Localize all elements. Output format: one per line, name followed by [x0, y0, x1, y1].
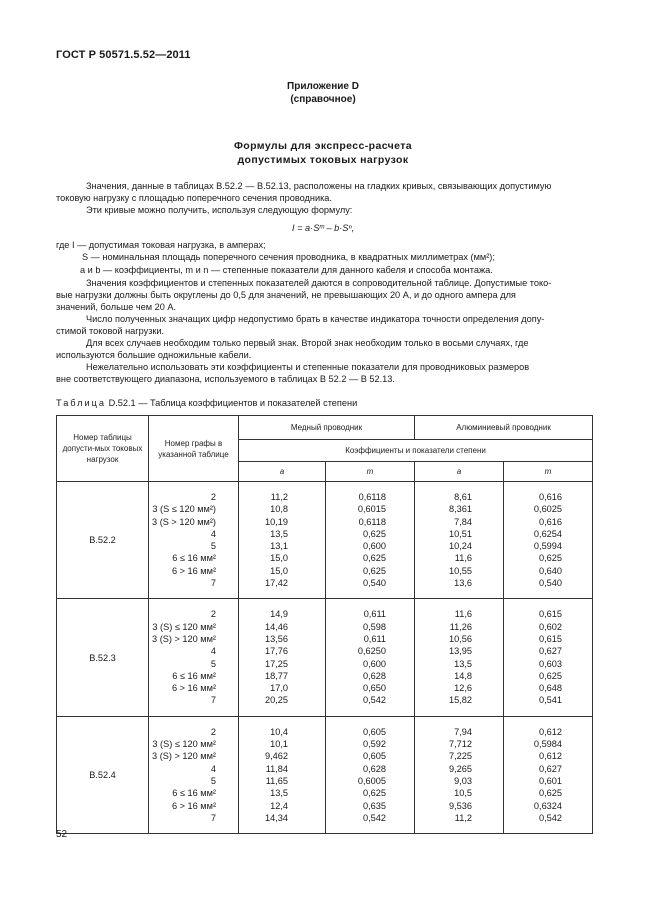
cell-value: 0,603 — [539, 658, 563, 669]
cell-value: 17,42 — [265, 578, 288, 589]
cell-value: 0,605 — [363, 751, 386, 762]
header-cu-a: a — [239, 462, 326, 482]
cell-value: 18,77 — [265, 670, 288, 681]
cell-value: 6 ≤ 16 мм² — [172, 670, 216, 681]
cell-value: 2 — [210, 726, 216, 737]
cell-value: 12,4 — [270, 800, 288, 811]
coefficients-table — [56, 415, 593, 834]
cell-value: 7,94 — [454, 726, 472, 737]
group-cu-m-cell — [326, 599, 415, 716]
cell-value: 13,5 — [270, 528, 288, 539]
ab-definition: a и b — коэффициенты, m и n — степенные показатели для данного кабеля и способа монтажа. — [80, 265, 493, 275]
cell-value: 10,1 — [270, 739, 288, 750]
cell-value: 17,25 — [265, 658, 288, 669]
cell-value: 15,82 — [449, 695, 472, 706]
cell-value: 0,605 — [363, 726, 386, 737]
cell-value: 8,361 — [449, 504, 472, 515]
cell-value: 0,627 — [539, 763, 563, 774]
standard-header: ГОСТ Р 50571.5.52—2011 — [56, 49, 191, 61]
group-al-m-cell — [504, 599, 593, 716]
cell-value: 14,9 — [270, 609, 288, 620]
paragraph-6-line-2: вне соответствующего диапазона, используемого в таблицах B 52.2 — B 52.13. — [56, 374, 395, 384]
paragraph-4-line-1: Число полученных значащих цифр недопустимо брать в качестве индикатора точности определения допу- — [86, 314, 545, 324]
group-table-name: B.52.4 — [57, 716, 149, 833]
paragraph-4-line-2: стимой токовой нагрузки. — [56, 326, 165, 336]
cell-value: 0,6324 — [533, 800, 563, 811]
table-caption-text: D.52.1 — Таблица коэффициентов и показателей степени — [106, 398, 358, 408]
cell-value: 0,628 — [363, 670, 386, 681]
cell-value: 0,541 — [539, 695, 563, 706]
cell-value: 6 > 16 мм² — [171, 565, 216, 576]
cell-value: 15,0 — [270, 565, 288, 576]
cell-value: 11,6 — [454, 609, 472, 620]
group-al-m-cell — [504, 716, 593, 833]
table-group-row — [57, 599, 593, 716]
cell-value: 3 (S > 120 мм²) — [152, 516, 216, 527]
cell-value: 11,26 — [449, 621, 472, 632]
cell-value: 20,25 — [265, 695, 288, 706]
cell-value: 5 — [210, 658, 216, 669]
cell-value: 3 (S) ≤ 120 мм² — [152, 621, 216, 632]
group-cu-a-cell — [239, 716, 326, 833]
paragraph-3-line-2: вые нагрузки должны быть округлены до 0,5 для значений, не превышающих 20 А, и до одного ампера для — [56, 290, 516, 300]
cell-value: 10,56 — [449, 633, 472, 644]
cell-value: 14,46 — [265, 621, 288, 632]
cell-value: 4 — [210, 528, 216, 539]
paragraph-1-line-1: Значения, данные в таблицах B.52.2 — B.52.13, расположены на гладких кривых, связывающих допустимую — [86, 181, 552, 191]
cell-value: 12,6 — [454, 683, 472, 694]
header-al-m: m — [504, 462, 593, 482]
paragraph-3-line-3: значений, больше чем 20 А. — [56, 302, 177, 312]
cell-value: 0,542 — [539, 812, 563, 823]
cell-value: 3 (S) ≤ 120 мм² — [152, 739, 216, 750]
cell-value: 0,542 — [363, 812, 386, 823]
group-columns-cell — [149, 716, 239, 833]
cell-value: 15,0 — [270, 553, 288, 564]
cell-value: 0,598 — [363, 621, 386, 632]
cell-value: 0,615 — [539, 609, 563, 620]
cell-value: 0,640 — [539, 565, 563, 576]
cell-value: 13,5 — [270, 788, 288, 799]
cell-value: 0,615 — [539, 633, 563, 644]
cell-value: 17,76 — [265, 646, 288, 657]
group-cu-a-cell — [239, 599, 326, 716]
cell-value: 13,5 — [454, 658, 472, 669]
cell-value: 3 (S ≤ 120 мм²) — [152, 504, 216, 515]
cell-value: 0,542 — [363, 695, 386, 706]
cell-value: 11,2 — [270, 492, 288, 502]
paragraph-6-line-1: Нежелательно использовать эти коэффициенты и степенные показатели для проводниковых размеров — [86, 362, 530, 372]
cell-value: 8,61 — [454, 492, 472, 502]
cell-value: 5 — [210, 775, 216, 786]
paragraph-3-line-1: Значения коэффициентов и степенных показателей даются в сопроводительной таблице. Допустимые токо- — [86, 278, 552, 288]
table-group-row — [57, 716, 593, 833]
cell-value: 17,0 — [270, 683, 288, 694]
group-al-a-cell — [415, 716, 504, 833]
cell-value: 0,540 — [539, 578, 563, 589]
cell-value: 0,6254 — [533, 528, 563, 539]
cell-value: 14,8 — [454, 670, 472, 681]
cell-value: 0,5984 — [533, 739, 563, 750]
cell-value: 6 ≤ 16 мм² — [172, 553, 216, 564]
cell-value: 0,6118 — [358, 492, 386, 502]
header-column-number: Номер графы в указанной таблице — [149, 416, 239, 482]
table-group-row — [57, 482, 593, 599]
cell-value: 13,56 — [265, 633, 288, 644]
cell-value: 0,5994 — [533, 541, 563, 552]
paragraph-1-line-2: токовую нагрузку с площадью поперечного сечения проводника. — [56, 193, 332, 203]
cell-value: 0,611 — [363, 609, 386, 620]
cell-value: 3 (S) > 120 мм² — [152, 633, 216, 644]
group-cu-m-cell — [326, 482, 415, 599]
cell-value: 9,03 — [454, 775, 472, 786]
cell-value: 5 — [210, 541, 216, 552]
cell-value: 6 ≤ 16 мм² — [172, 788, 216, 799]
cell-value: 0,6250 — [357, 646, 386, 657]
cell-value: 6 > 16 мм² — [171, 683, 216, 694]
cell-value: 10,24 — [449, 541, 472, 552]
cell-value: 3 (S) > 120 мм² — [152, 751, 216, 762]
s-definition: S — номинальная площадь поперечного сечения проводника, в квадратных миллиметрах (мм²); — [82, 252, 495, 262]
appendix-title: Приложение D — [287, 81, 359, 92]
header-copper: Медный проводник — [239, 416, 415, 440]
page-number: 52 — [56, 829, 68, 840]
cell-value: 4 — [210, 763, 216, 774]
cell-value: 9,265 — [449, 763, 472, 774]
cell-value: 13,6 — [454, 578, 472, 589]
cell-value: 0,602 — [539, 621, 563, 632]
cell-value: 0,612 — [539, 751, 563, 762]
cell-value: 13,95 — [449, 646, 472, 657]
cell-value: 0,635 — [363, 800, 386, 811]
where-line: где I — допустимая токовая нагрузка, в амперах; — [56, 240, 266, 250]
section-title-line2: допустимых токовых нагрузок — [237, 154, 409, 166]
formula: I = a·Sᵐ – b·Sⁿ, — [292, 223, 355, 233]
paragraph-2: Эти кривые можно получить, используя следующую формулу: — [86, 205, 353, 215]
cell-value: 0,6015 — [357, 504, 386, 515]
cell-value: 7,225 — [449, 751, 472, 762]
cell-value: 0,625 — [539, 788, 563, 799]
cell-value: 9,536 — [449, 800, 472, 811]
cell-value: 6 > 16 мм² — [171, 800, 216, 811]
cell-value: 13,1 — [270, 541, 288, 552]
cell-value: 2 — [210, 492, 216, 502]
cell-value: 0,650 — [363, 683, 386, 694]
cell-value: 11,84 — [265, 763, 288, 774]
appendix-subtitle: (справочное) — [290, 94, 356, 105]
cell-value: 0,625 — [363, 565, 386, 576]
cell-value: 0,612 — [539, 726, 563, 737]
cell-value: 0,627 — [539, 646, 563, 657]
paragraph-5-line-1: Для всех случаев необходим только первый знак. Второй знак необходим только в восьми случаях, где — [86, 338, 529, 348]
group-al-a-cell — [415, 482, 504, 599]
cell-value: 0,600 — [363, 541, 386, 552]
cell-value: 0,540 — [363, 578, 386, 589]
cell-value: 7 — [210, 578, 216, 589]
cell-value: 11,6 — [454, 553, 472, 564]
header-al-a: a — [415, 462, 504, 482]
table-caption-prefix: Таблица — [56, 398, 107, 408]
cell-value: 0,616 — [539, 492, 563, 502]
cell-value: 0,625 — [363, 553, 386, 564]
cell-value: 0,625 — [363, 788, 386, 799]
table-caption — [56, 397, 357, 409]
group-al-a-cell — [415, 599, 504, 716]
cell-value: 10,55 — [449, 565, 472, 576]
paragraph-5-line-2: используются большие одножильные кабели. — [56, 350, 252, 360]
header-cu-m: m — [326, 462, 415, 482]
group-table-name: B.52.3 — [57, 599, 149, 716]
cell-value: 11,65 — [265, 775, 288, 786]
cell-value: 7 — [210, 695, 216, 706]
cell-value: 0,625 — [539, 553, 563, 564]
cell-value: 10,8 — [270, 504, 288, 515]
group-columns-cell — [149, 482, 239, 599]
cell-value: 2 — [210, 609, 216, 620]
cell-value: 0,628 — [363, 763, 386, 774]
cell-value: 10,4 — [270, 726, 288, 737]
cell-value: 11,2 — [454, 812, 472, 823]
cell-value: 10,5 — [454, 788, 472, 799]
header-coefficients: Коэффициенты и показатели степени — [239, 440, 593, 462]
cell-value: 0,648 — [539, 683, 563, 694]
cell-value: 0,600 — [363, 658, 386, 669]
cell-value: 0,625 — [539, 670, 563, 681]
cell-value: 4 — [210, 646, 216, 657]
cell-value: 0,616 — [539, 516, 563, 527]
group-al-m-cell — [504, 482, 593, 599]
cell-value: 9,462 — [265, 751, 288, 762]
section-title-line1: Формулы для экспресс-расчета — [233, 140, 413, 152]
cell-value: 10,51 — [449, 528, 472, 539]
cell-value: 0,592 — [363, 739, 386, 750]
cell-value: 7,84 — [454, 516, 472, 527]
cell-value: 10,19 — [265, 516, 288, 527]
cell-value: 7 — [210, 812, 216, 823]
header-aluminium: Алюминиевый проводник — [415, 416, 593, 440]
cell-value: 14,34 — [265, 812, 288, 823]
cell-value: 0,6005 — [357, 775, 386, 786]
cell-value: 7,712 — [449, 739, 472, 750]
group-cu-a-cell — [239, 482, 326, 599]
cell-value: 0,611 — [363, 633, 386, 644]
group-cu-m-cell — [326, 716, 415, 833]
cell-value: 0,6025 — [533, 504, 563, 515]
cell-value: 0,6118 — [358, 516, 386, 527]
header-table-number: Номер таблицы допусти-мых токовых нагрузок — [57, 416, 149, 482]
group-columns-cell — [149, 599, 239, 716]
cell-value: 0,625 — [363, 528, 386, 539]
group-table-name: B.52.2 — [57, 482, 149, 599]
cell-value: 0,601 — [539, 775, 563, 786]
